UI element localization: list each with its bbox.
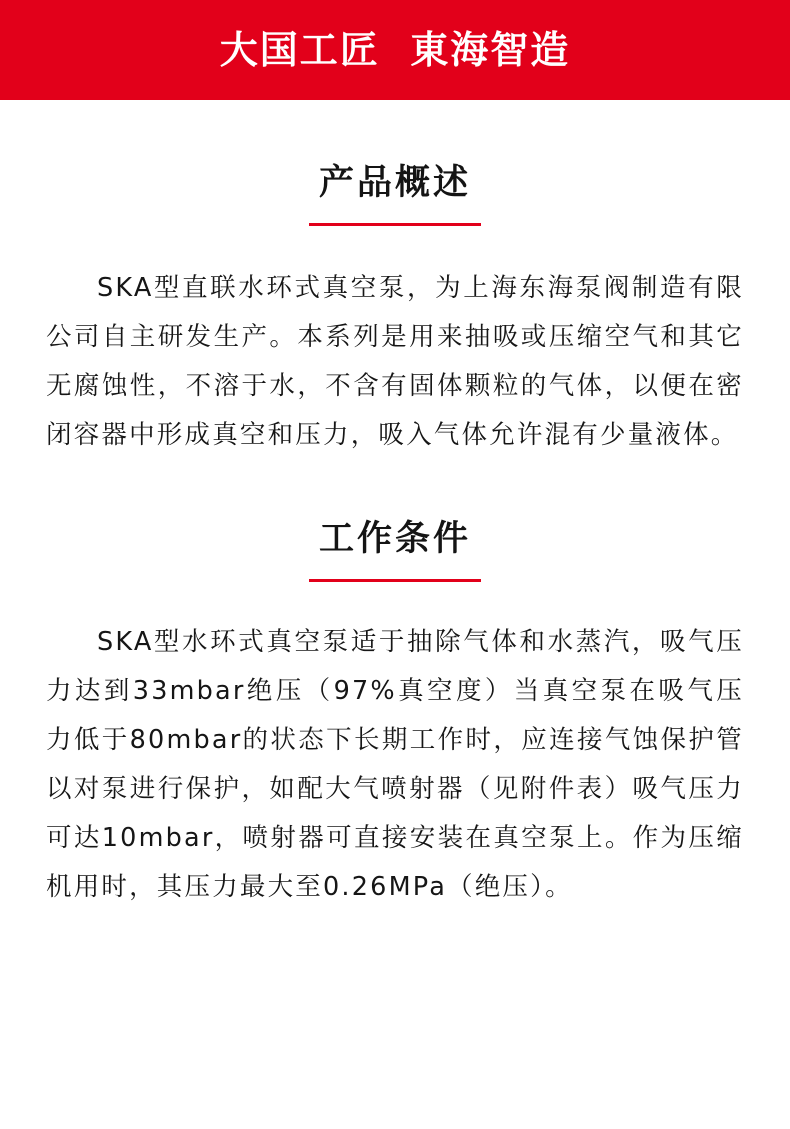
section-heading-wrap xyxy=(46,518,744,582)
document-content xyxy=(0,100,790,912)
section-product-overview xyxy=(46,100,744,460)
heading-underline xyxy=(309,223,481,226)
section-body-product-overview: SKA型直联水环式真空泵，为上海东海泵阀制造有限公司自主研发生产。本系列是用来抽吸或压缩空气和其它无腐蚀性，不溶于水，不含有固体颗粒的气体，以便在密闭容器中形成真空和压力，吸入气体允许混有少量液体。 xyxy=(46,273,744,450)
section-title-product-overview: 产品概述 xyxy=(318,163,471,203)
section-working-conditions xyxy=(46,460,744,912)
heading-underline xyxy=(309,579,481,582)
section-title-working-conditions: 工作条件 xyxy=(318,519,471,559)
banner-title: 大国工匠 東海智造 xyxy=(219,28,571,72)
page-banner xyxy=(0,0,790,100)
section-heading-wrap xyxy=(46,162,744,226)
section-body-working-conditions: SKA型水环式真空泵适于抽除气体和水蒸汽，吸气压力达到33mbar绝压（97%真空度）当真空泵在吸气压力低于80mbar的状态下长期工作时，应连接气蚀保护管以对泵进行保护，如配大气喷射器（见附件表）吸气压力可达10mbar，喷射器可直接安装在真空泵上。作为压缩机用时，其压力最大至0.26MPa（绝压）。 xyxy=(46,627,744,902)
